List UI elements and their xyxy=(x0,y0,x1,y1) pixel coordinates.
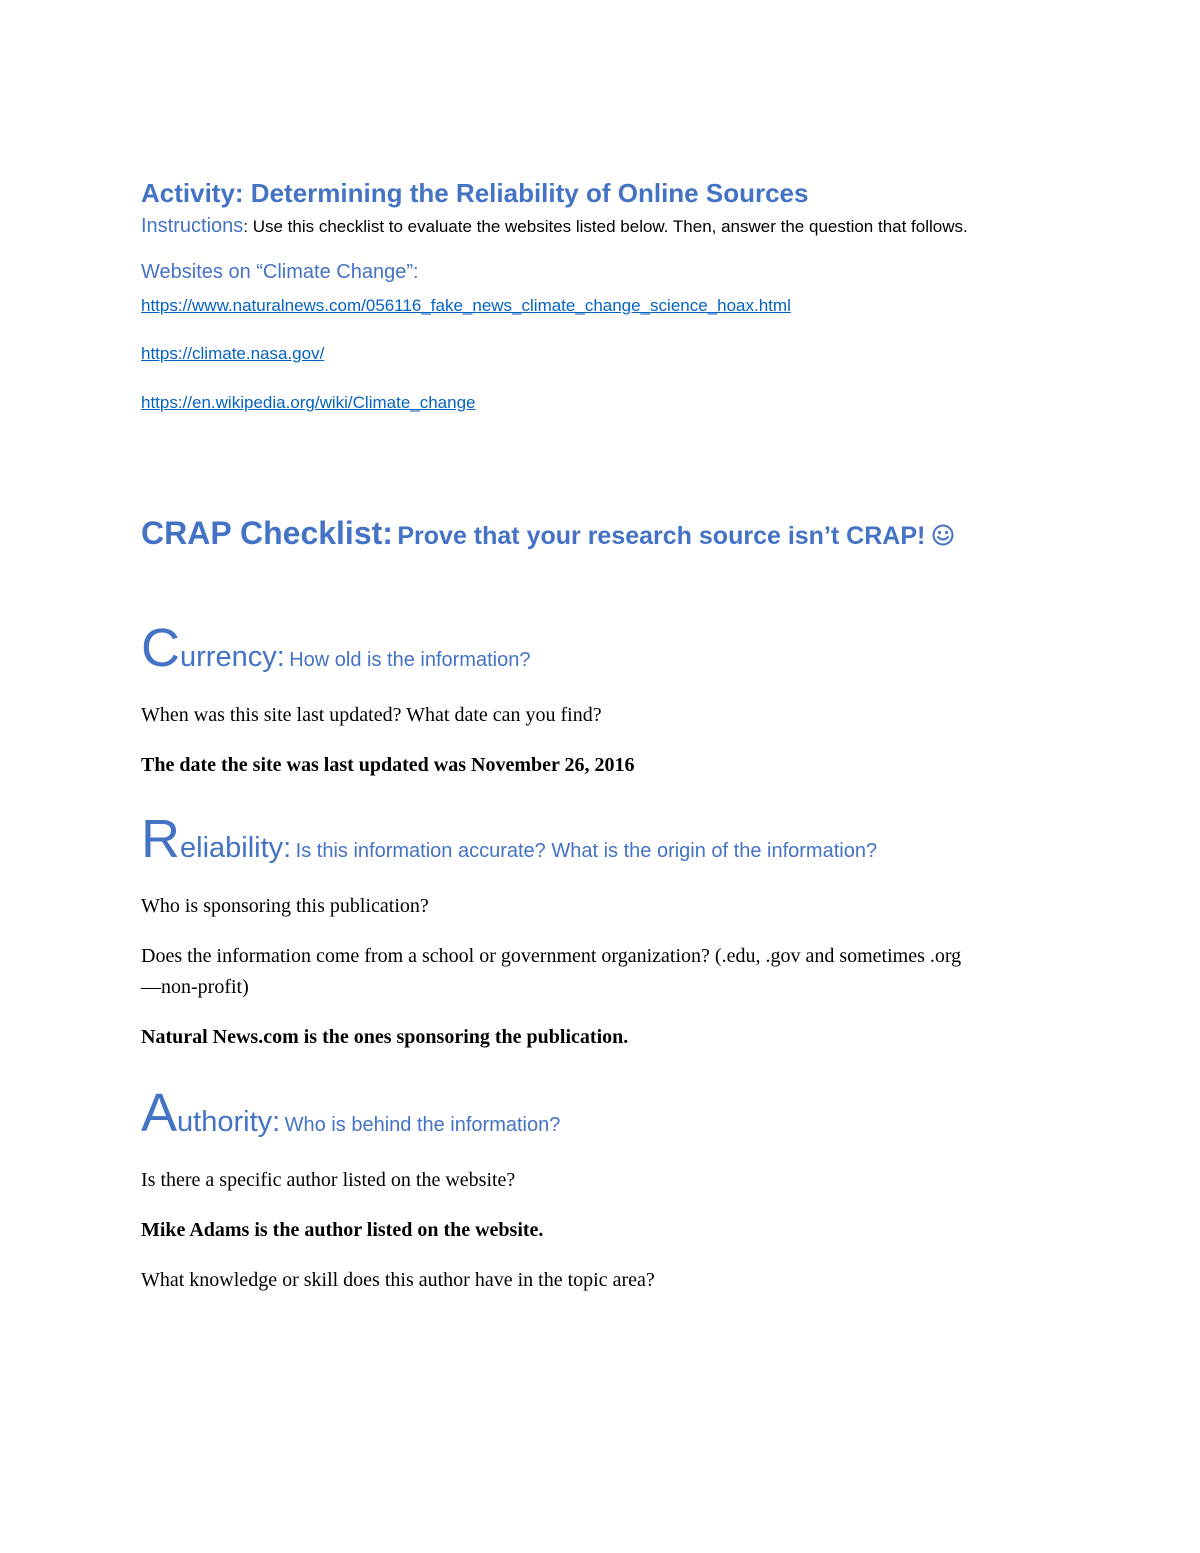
crap-checklist-heading xyxy=(141,511,1061,562)
activity-title: Activity: Determining the Reliability of Online Sources xyxy=(141,178,809,208)
website-link-wikipedia[interactable]: https://en.wikipedia.org/wiki/Climate_change xyxy=(141,393,476,412)
authority-prompt-author: Is there a specific author listed on the website? xyxy=(141,1169,516,1191)
reliability-initial: R xyxy=(141,809,180,869)
authority-initial: A xyxy=(141,1083,178,1143)
currency-answer: The date the site was last updated was November 26, 2016 xyxy=(141,754,635,776)
currency-prompt: When was this site last updated? What date can you find? xyxy=(141,704,602,726)
website-link-nasa[interactable]: https://climate.nasa.gov/ xyxy=(141,344,325,363)
authority-heading xyxy=(141,1083,1061,1157)
reliability-question: Is this information accurate? What is the origin of the information? xyxy=(295,840,878,862)
currency-initial: C xyxy=(141,618,180,678)
currency-heading xyxy=(141,618,1061,692)
document-page xyxy=(141,176,1061,1296)
website-link-naturalnews[interactable]: https://www.naturalnews.com/056116_fake_news_climate_change_science_hoax.html xyxy=(141,296,791,315)
reliability-prompt-sponsor: Who is sponsoring this publication? xyxy=(141,895,429,917)
smiley-face-icon xyxy=(932,520,954,542)
crap-checklist-subtitle: Prove that your research source isn’t CRAP! xyxy=(397,522,926,550)
authority-answer: Mike Adams is the author listed on the website. xyxy=(141,1219,544,1241)
instructions-label: Instructions xyxy=(141,215,244,237)
authority-prompt-knowledge: What knowledge or skill does this author have in the topic area? xyxy=(141,1269,655,1291)
authority-label: uthority: xyxy=(177,1106,281,1138)
instructions-text: Use this checklist to evaluate the websites listed below. Then, answer the question that follows. xyxy=(248,217,968,236)
authority-question: Who is behind the information? xyxy=(284,1114,561,1136)
reliability-answer: Natural News.com is the ones sponsoring the publication. xyxy=(141,1026,629,1048)
instructions-colon: : xyxy=(243,217,248,236)
reliability-prompt-origin: Does the information come from a school or government organization? (.edu, .gov and sometimes .org—non-profit) xyxy=(141,945,962,998)
reliability-label: eliability: xyxy=(180,832,292,864)
reliability-heading xyxy=(141,809,1061,883)
currency-question: How old is the information? xyxy=(289,649,531,671)
currency-label: urrency: xyxy=(180,641,285,673)
instructions-paragraph xyxy=(141,210,1061,243)
crap-checklist-title: CRAP Checklist: xyxy=(141,515,393,551)
websites-heading: Websites on “Climate Change”: xyxy=(141,261,419,283)
